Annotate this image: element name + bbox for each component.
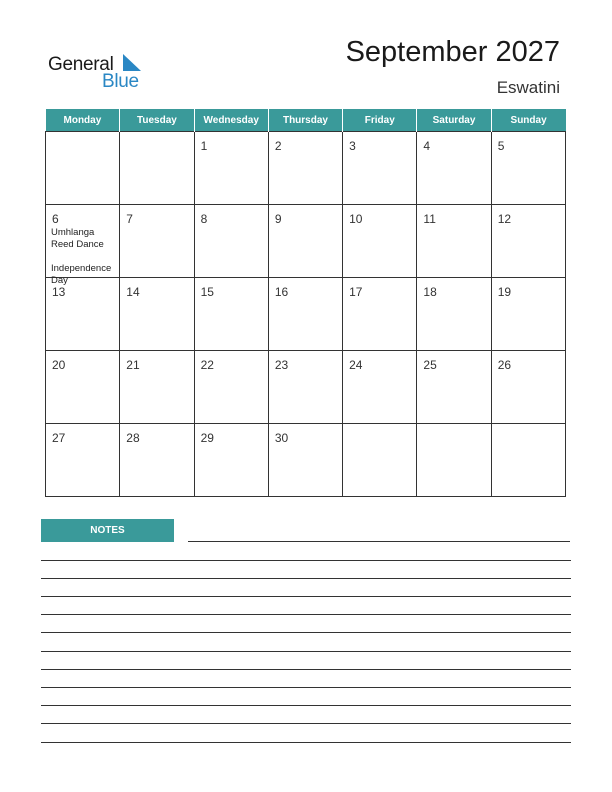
weekday-header-row <box>46 109 566 132</box>
day-number: 30 <box>274 431 289 445</box>
notes-line <box>41 596 571 597</box>
day-cell <box>268 132 342 205</box>
week-row <box>46 132 566 205</box>
day-number: 15 <box>200 285 214 299</box>
day-cell <box>417 351 491 424</box>
day-cell <box>120 351 194 424</box>
day-number: 9 <box>274 212 282 226</box>
day-cell <box>343 278 417 351</box>
day-cell <box>46 205 120 286</box>
day-cell <box>46 132 120 205</box>
day-cell <box>120 132 194 205</box>
weekday-header: Sunday <box>491 109 565 132</box>
day-number: 17 <box>349 285 363 299</box>
weekday-header: Monday <box>46 109 120 132</box>
day-cell <box>194 132 268 205</box>
weekday-header: Saturday <box>417 109 491 132</box>
notes-line <box>41 723 571 724</box>
day-cell <box>491 132 565 205</box>
week-row <box>46 351 566 424</box>
day-cell <box>194 205 268 278</box>
day-number: 11 <box>423 212 436 226</box>
day-cell <box>46 424 120 497</box>
day-cell <box>46 278 120 351</box>
day-number: 28 <box>126 431 140 445</box>
day-number: 27 <box>52 431 66 445</box>
day-number: 10 <box>349 212 363 226</box>
brand-word-general: General <box>48 54 114 75</box>
brand-logo <box>48 54 148 94</box>
day-number: 3 <box>349 139 356 153</box>
calendar-grid <box>45 109 566 497</box>
day-number: 12 <box>497 212 512 226</box>
day-number: 24 <box>349 358 363 372</box>
day-cell <box>343 351 417 424</box>
brand-flag-icon <box>121 54 141 71</box>
day-cell <box>491 278 565 351</box>
day-number: 4 <box>423 139 431 153</box>
day-cell <box>194 278 268 351</box>
notes-line <box>41 632 571 633</box>
day-number: 8 <box>200 212 208 226</box>
notes-line <box>41 651 571 652</box>
day-number: 16 <box>274 285 289 299</box>
notes-line <box>41 687 571 688</box>
day-cell <box>46 351 120 424</box>
notes-line <box>41 578 571 579</box>
day-cell <box>120 424 194 497</box>
day-cell <box>491 351 565 424</box>
weekday-header: Thursday <box>268 109 342 132</box>
day-cell <box>491 424 565 497</box>
day-cell <box>417 205 491 278</box>
notes-line <box>41 669 571 670</box>
week-row <box>46 424 566 497</box>
day-cell <box>194 351 268 424</box>
holiday-label: Umhlanga Reed Dance <box>51 227 104 250</box>
day-number: 6 <box>52 212 59 226</box>
day-number: 23 <box>274 358 289 372</box>
day-cell <box>491 205 565 278</box>
day-cell <box>120 205 194 278</box>
holiday-list <box>51 227 116 286</box>
day-number: 19 <box>497 285 512 299</box>
week-row <box>46 278 566 351</box>
notes-line <box>41 614 571 615</box>
notes-line <box>41 705 571 706</box>
day-cell <box>268 205 342 278</box>
notes-line <box>41 742 571 743</box>
day-cell <box>120 278 194 351</box>
week-row <box>46 205 566 278</box>
day-cell <box>343 132 417 205</box>
day-number: 21 <box>126 358 140 372</box>
day-number: 5 <box>497 139 505 153</box>
day-number: 18 <box>423 285 437 299</box>
day-number: 2 <box>274 139 282 153</box>
day-number: 22 <box>200 358 214 372</box>
holiday-label: Independence Day <box>51 263 112 286</box>
notes-header: NOTES <box>41 519 174 542</box>
day-cell <box>194 424 268 497</box>
weekday-header: Tuesday <box>120 109 194 132</box>
notes-line <box>41 560 571 561</box>
day-number: 25 <box>423 358 437 372</box>
day-number: 26 <box>497 358 512 372</box>
weekday-header: Wednesday <box>194 109 268 132</box>
day-number: 20 <box>52 358 66 372</box>
day-number: 14 <box>126 285 140 299</box>
day-cell <box>268 351 342 424</box>
day-number: 29 <box>200 431 214 445</box>
day-cell <box>268 424 342 497</box>
day-number: 13 <box>52 285 66 299</box>
day-cell <box>417 278 491 351</box>
day-cell <box>343 205 417 278</box>
day-cell <box>417 424 491 497</box>
month-title: September 2027 <box>345 36 560 68</box>
brand-word-blue: Blue <box>102 71 139 92</box>
notes-line <box>188 541 570 542</box>
day-cell <box>417 132 491 205</box>
country-name: Eswatini <box>496 78 560 97</box>
day-number: 7 <box>126 212 133 226</box>
weekday-header: Friday <box>343 109 417 132</box>
day-cell <box>268 278 342 351</box>
day-cell <box>343 424 417 497</box>
day-number: 1 <box>200 139 208 153</box>
